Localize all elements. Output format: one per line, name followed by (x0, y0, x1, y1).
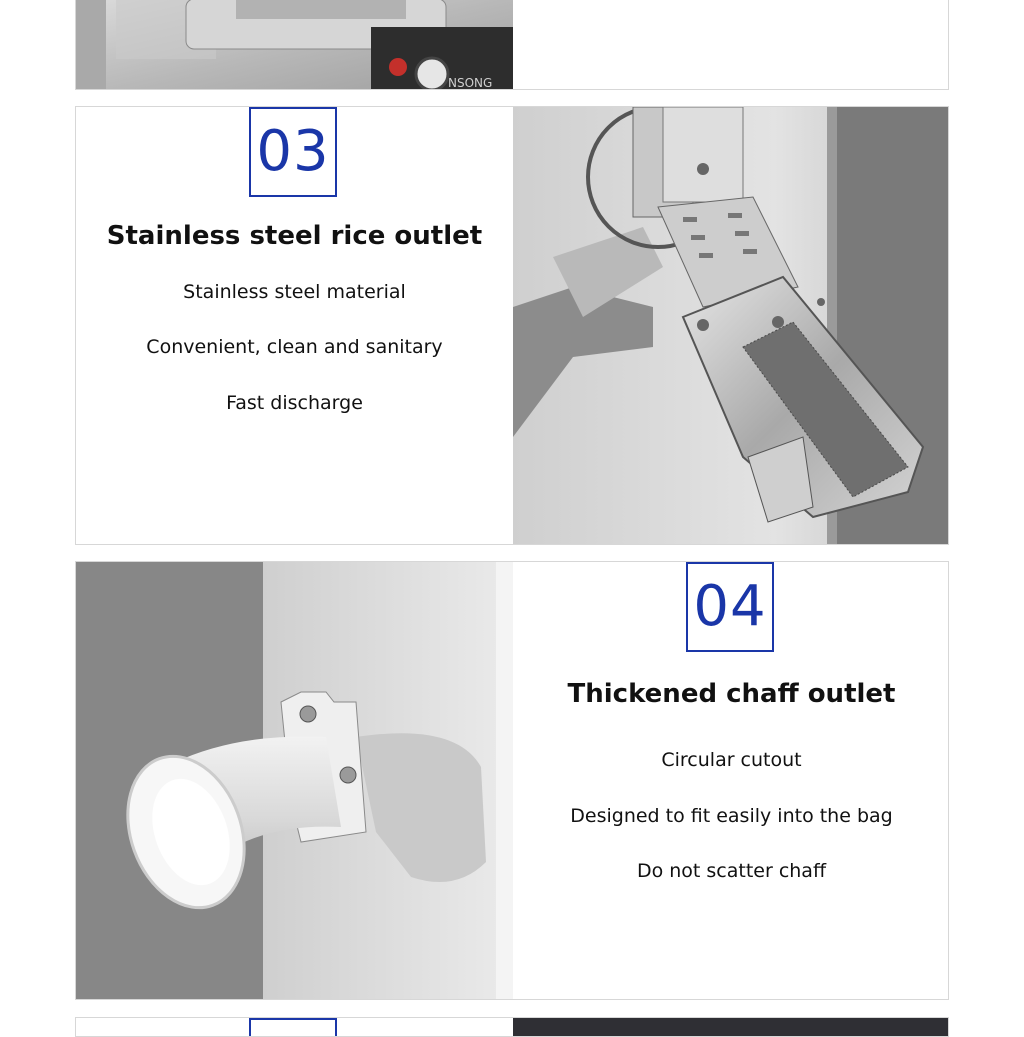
next-number-badge-edge (249, 1018, 337, 1037)
section-04-panel (75, 561, 949, 1000)
top-right-blank (513, 0, 949, 89)
section-03-text-area (76, 107, 513, 544)
feature-text: Convenient, clean and sanitary (146, 336, 443, 358)
next-section-photo (513, 1018, 949, 1036)
chaff-outlet-photo (76, 562, 513, 999)
section-number-badge: 04 (686, 562, 774, 652)
feature-text: Stainless steel material (183, 281, 406, 303)
next-section-text-area (76, 1018, 513, 1036)
rice-outlet-photo (513, 107, 949, 544)
machine-top-photo (76, 0, 513, 89)
section-04-text-area (513, 562, 949, 999)
section-title: Thickened chaff outlet (567, 679, 896, 709)
feature-text: Designed to fit easily into the bag (570, 805, 893, 827)
feature-text: Fast discharge (226, 392, 363, 414)
section-03-panel (75, 106, 949, 545)
feature-text: Do not scatter chaff (636, 860, 827, 882)
brand-text: NSONG (448, 76, 493, 90)
section-title: Stainless steel rice outlet (106, 221, 483, 251)
top-product-panel (75, 0, 949, 90)
feature-text: Circular cutout (661, 749, 802, 771)
section-number-badge: 03 (249, 107, 337, 197)
next-section-panel (75, 1017, 949, 1037)
